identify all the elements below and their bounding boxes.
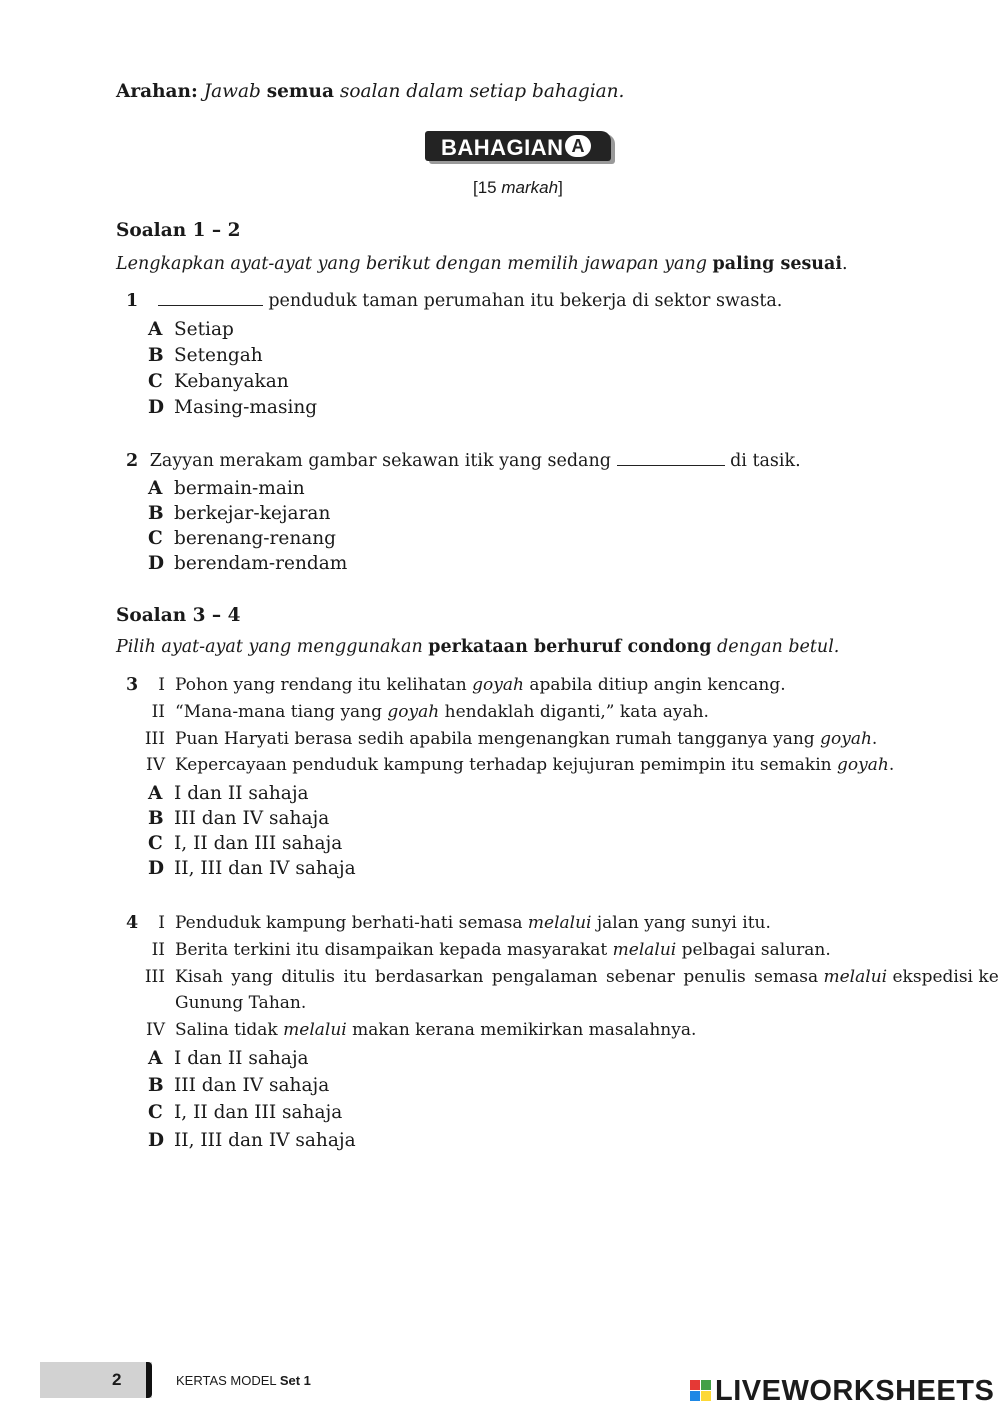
q1-text: penduduk taman perumahan itu bekerja di sektor swasta. [268, 291, 783, 311]
option-text: I dan II sahaja [174, 783, 309, 804]
option-letter: B [148, 503, 164, 524]
q2-text-before: Zayyan merakam gambar sekawan itik yang sedang [149, 451, 611, 471]
statement-before: Puan Haryati berasa sedih apabila mengenangkan rumah tangganya yang [175, 729, 815, 749]
q2-option-c[interactable] [148, 528, 336, 550]
q3-option-b[interactable] [148, 808, 329, 830]
option-text: Setiap [174, 319, 234, 340]
option-letter: C [148, 371, 163, 392]
q3-statement-i [132, 674, 786, 696]
option-text: III dan IV sahaja [174, 808, 330, 829]
statement-italic: melalui [527, 913, 592, 933]
roman-numeral: I [158, 675, 165, 695]
option-text: bermain-main [174, 478, 305, 499]
option-text: I, II dan III sahaja [174, 833, 343, 854]
option-letter: D [148, 1130, 165, 1151]
q2-stem [126, 450, 801, 472]
q4-option-a[interactable] [148, 1048, 309, 1070]
roman-numeral: IV [146, 755, 165, 775]
group2-instruction [116, 636, 839, 658]
q1-blank[interactable] [158, 291, 263, 306]
option-text: I dan II sahaja [174, 1048, 309, 1069]
q3-option-a[interactable] [148, 783, 309, 805]
liveworksheets-brand: LIVEWORKSHEETS [715, 1375, 995, 1407]
statement-after: pelbagai saluran. [681, 940, 831, 960]
option-letter: B [148, 345, 164, 366]
q3-option-c[interactable] [148, 833, 342, 855]
q4-statement-iii-cont: Gunung Tahan. [175, 993, 307, 1013]
liveworksheets-logo [690, 1375, 994, 1408]
roman-numeral: III [144, 967, 165, 987]
q4-option-d[interactable] [148, 1130, 356, 1152]
option-text: berendam-rendam [174, 553, 348, 574]
q1-option-a[interactable] [148, 319, 234, 341]
option-text: II, III dan IV sahaja [174, 1130, 356, 1151]
option-letter: C [148, 528, 163, 549]
paper-label [176, 1370, 311, 1392]
statement-after: ekspedisi ke [892, 967, 999, 987]
paper-label-text: KERTAS MODEL [176, 1373, 277, 1388]
option-letter: C [148, 833, 163, 854]
statement-italic: melalui [612, 940, 677, 960]
q2-blank[interactable] [617, 451, 725, 466]
statement-before: Penduduk kampung berhati-hati semasa [175, 913, 523, 933]
option-letter: D [148, 397, 165, 418]
q1-option-d[interactable] [148, 397, 317, 419]
section-letter-badge: A [565, 135, 591, 157]
arahan-jawab: Jawab [203, 81, 261, 102]
q2-option-b[interactable] [148, 503, 330, 525]
group2-instruction-b: perkataan berhuruf condong [428, 637, 712, 657]
q2-text-after: di tasik. [730, 451, 801, 471]
q1-option-c[interactable] [148, 371, 289, 393]
group1-instruction-a: Lengkapkan ayat-ayat yang berikut dengan memilih jawapan yang [116, 254, 707, 274]
q2-number: 2 [126, 451, 139, 471]
statement-after: makan kerana memikirkan masalahnya. [352, 1020, 697, 1040]
option-letter: D [148, 858, 165, 879]
group1-heading: Soalan 1 – 2 [116, 220, 241, 241]
option-text: berkejar-kejaran [174, 503, 331, 524]
q4-statement-ii [132, 939, 831, 961]
option-text: III dan IV sahaja [174, 1075, 330, 1096]
option-letter: A [148, 478, 163, 499]
statement-before: Kisah yang ditulis itu berdasarkan pengalaman sebenar penulis semasa [175, 967, 819, 987]
option-letter: C [148, 1102, 163, 1123]
group1-instruction [116, 253, 848, 275]
roman-numeral: II [151, 702, 165, 722]
q3-statement-iv [132, 754, 894, 776]
option-letter: D [148, 553, 165, 574]
page-number: 2 [112, 1370, 122, 1389]
group2-heading: Soalan 3 – 4 [116, 605, 241, 626]
statement-italic: goyah [472, 675, 524, 695]
statement-before: Pohon yang rendang itu kelihatan [175, 675, 467, 695]
q1-stem [126, 290, 782, 312]
group2-instruction-c: dengan betul. [717, 637, 840, 657]
option-text: Masing-masing [174, 397, 318, 418]
option-letter: A [148, 783, 163, 804]
set-label: Set 1 [279, 1373, 311, 1388]
q4-option-c[interactable] [148, 1102, 342, 1124]
statement-italic: goyah [820, 729, 872, 749]
q4-statement-i [132, 912, 771, 934]
page-number-tab [40, 1362, 152, 1398]
arahan-rest: soalan dalam setiap bahagian. [339, 81, 625, 102]
option-letter: A [148, 319, 163, 340]
roman-numeral: III [144, 729, 165, 749]
statement-after: jalan yang sunyi itu. [596, 913, 771, 933]
option-letter: B [148, 808, 164, 829]
q1-number: 1 [126, 291, 139, 311]
marks-close: ] [558, 178, 563, 197]
statement-after: apabila ditiup angin kencang. [529, 675, 786, 695]
option-letter: B [148, 1075, 164, 1096]
section-marks [473, 177, 563, 199]
q4-number: 4 [126, 913, 139, 933]
q4-statement-iv [132, 1019, 696, 1041]
statement-italic: melalui [283, 1020, 347, 1040]
statement-before: “Mana-mana tiang yang [175, 702, 383, 722]
option-text: I, II dan III sahaja [174, 1102, 343, 1123]
statement-after: . [871, 729, 878, 749]
option-text: II, III dan IV sahaja [174, 858, 356, 879]
statement-before: Kepercayaan penduduk kampung terhadap kejujuran pemimpin itu semakin [175, 755, 832, 775]
roman-numeral: IV [146, 1020, 165, 1040]
statement-after: hendaklah diganti,” kata ayah. [444, 702, 709, 722]
group1-instruction-b: paling sesuai [712, 254, 843, 274]
q4-statement-iii [132, 966, 999, 988]
section-title: BAHAGIAN [441, 135, 564, 160]
q3-statement-ii [132, 701, 709, 723]
marks-word: markah [501, 178, 559, 197]
q3-statement-iii [132, 728, 877, 750]
marks-open: [15 [473, 178, 497, 197]
roman-numeral: II [151, 940, 165, 960]
liveworksheets-icon [690, 1380, 712, 1402]
statement-italic: melalui [823, 967, 888, 987]
statement-before: Salina tidak [175, 1020, 278, 1040]
statement-after: . [888, 755, 895, 775]
option-text: Kebanyakan [174, 371, 289, 392]
option-letter: A [148, 1048, 163, 1069]
statement-italic: goyah [837, 755, 889, 775]
option-text: Setengah [174, 345, 263, 366]
q1-option-b[interactable] [148, 345, 263, 367]
q4-option-b[interactable] [148, 1075, 329, 1097]
q2-option-a[interactable] [148, 478, 305, 500]
roman-numeral: I [158, 913, 165, 933]
option-text: berenang-renang [174, 528, 337, 549]
q2-option-d[interactable] [148, 553, 347, 575]
group1-instruction-c: . [842, 254, 848, 274]
q3-option-d[interactable] [148, 858, 356, 880]
arahan-semua: semua [266, 81, 334, 102]
group2-instruction-a: Pilih ayat-ayat yang menggunakan [116, 637, 423, 657]
section-banner [425, 131, 617, 163]
instruction-line [116, 81, 624, 103]
statement-before: Berita terkini itu disampaikan kepada masyarakat [175, 940, 608, 960]
q3-number: 3 [126, 675, 139, 695]
statement-italic: goyah [387, 702, 440, 722]
arahan-label: Arahan: [116, 81, 198, 102]
